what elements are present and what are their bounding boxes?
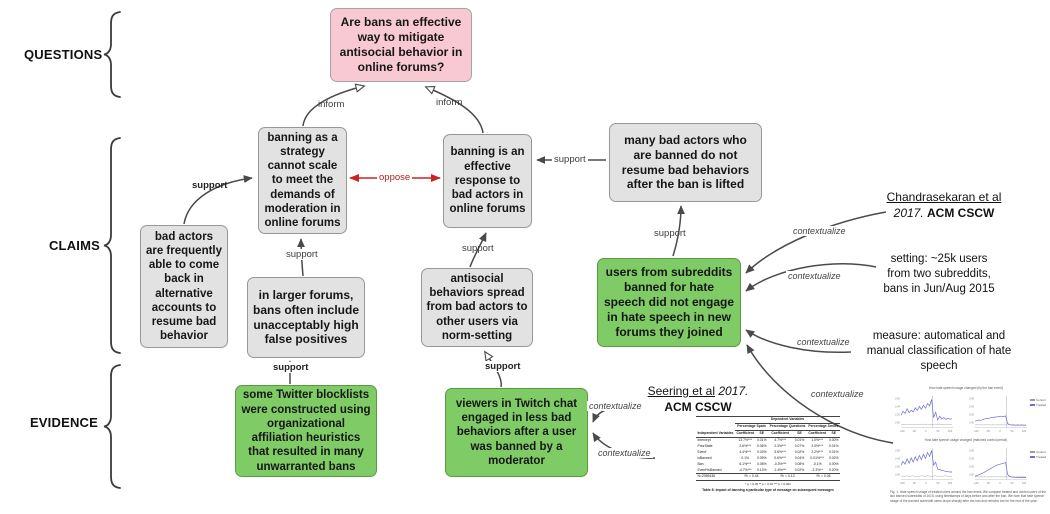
edge-label-inform: inform bbox=[318, 99, 345, 110]
edge-label-support: support bbox=[554, 154, 586, 165]
svg-text:-100: -100 bbox=[973, 482, 979, 485]
svg-text:0.06: 0.06 bbox=[968, 449, 974, 453]
table-row: Event*isBanned -4.7%*** 0.13% -1.6%*** 0.02% -2.3%** 0.20% bbox=[697, 467, 839, 472]
citation-year: 2017. bbox=[893, 206, 924, 221]
svg-text:0: 0 bbox=[999, 430, 1001, 433]
col-group: Percentage Spam bbox=[735, 423, 768, 430]
table-row: PriorState 2.6%*** 0.06% 2.3%*** 0.07% 2.0%*** 0.01% bbox=[697, 443, 839, 448]
question-node[interactable]: Are bans an effective way to mitigate antisocial behavior in online forums? bbox=[330, 8, 472, 82]
mini-line-chart bbox=[892, 394, 954, 436]
mini-line-chart bbox=[892, 446, 954, 488]
col-header: SE bbox=[831, 431, 837, 436]
svg-text:100: 100 bbox=[947, 482, 953, 485]
edge-label-support: support bbox=[192, 180, 228, 191]
mini-line-chart bbox=[966, 446, 1028, 488]
col-header: Coefficient bbox=[808, 431, 826, 436]
edge-label-support: support bbox=[286, 249, 318, 260]
svg-text:50: 50 bbox=[936, 482, 940, 485]
mini-line-chart bbox=[966, 394, 1028, 436]
svg-text:0.06: 0.06 bbox=[894, 397, 900, 401]
paper-figure-thumbnail bbox=[888, 384, 1050, 512]
svg-text:-50: -50 bbox=[986, 482, 990, 485]
regression-table bbox=[696, 416, 840, 481]
edge-inform-effective bbox=[426, 87, 483, 133]
svg-text:-50: -50 bbox=[986, 430, 990, 433]
svg-text:0.02: 0.02 bbox=[968, 465, 974, 469]
figure-row1-title: How hate speech usage changed (by the ban event) bbox=[929, 386, 1003, 390]
figure-legend: Control Treated bbox=[1030, 398, 1048, 408]
claim-node-false-positives[interactable]: in larger forums, bans often include unacceptably high false positives bbox=[247, 277, 365, 358]
svg-text:0.02: 0.02 bbox=[968, 413, 974, 417]
svg-text:50: 50 bbox=[936, 430, 940, 433]
citation-seering bbox=[630, 383, 766, 415]
svg-text:0.04: 0.04 bbox=[894, 457, 900, 461]
evidence-node-blocklists[interactable]: some Twitter blocklists were constructed using organizational affiliation heuristics that resulted in many unwarranted bans bbox=[235, 385, 377, 477]
svg-text:50: 50 bbox=[1010, 430, 1014, 433]
svg-text:0: 0 bbox=[999, 482, 1001, 485]
svg-text:0.04: 0.04 bbox=[894, 405, 900, 409]
table-caption: Table 8: Impact of banning a particular type of message on subsequent messages bbox=[702, 488, 834, 493]
row-label-evidence: EVIDENCE bbox=[29, 415, 98, 430]
edge-label-support: support bbox=[273, 362, 309, 373]
significance-note: * p < 0.05 ** p < 0.01 *** p < 0.001 bbox=[745, 481, 791, 486]
col-header: Coefficient bbox=[736, 431, 754, 436]
annotation-measure: measure: automatical and manual classification of hate speech bbox=[866, 330, 1012, 372]
svg-text:0: 0 bbox=[925, 482, 927, 485]
paper-table-thumbnail bbox=[652, 416, 884, 492]
svg-text:0.06: 0.06 bbox=[968, 397, 974, 401]
citation-chandrasekaran bbox=[884, 189, 1004, 221]
col-header: SE bbox=[759, 431, 765, 436]
svg-text:-100: -100 bbox=[899, 482, 905, 485]
edge-label-contextualize: contextualize bbox=[793, 226, 846, 236]
svg-text:0.00: 0.00 bbox=[968, 473, 974, 477]
svg-text:0.06: 0.06 bbox=[894, 449, 900, 453]
figure-row2-title: How hate speech usage changed (matched control period) bbox=[924, 438, 1008, 442]
citation-authors: Chandrasekaran et al bbox=[886, 190, 1002, 204]
table-row: Ban 6.1%*** 0.08% -0.3%*** 0.08% -0.1% 0.00% bbox=[697, 461, 839, 466]
edge-label-contextualize: contextualize bbox=[788, 271, 841, 281]
claim-node-no-resume[interactable]: many bad actors who are banned do not resume bad behaviors after the ban is lifted bbox=[609, 123, 762, 202]
col-header: Coefficient bbox=[771, 431, 789, 436]
edge-label-support: support bbox=[654, 228, 686, 239]
citation-year: 2017. bbox=[718, 384, 749, 398]
edge-label-contextualize: contextualize bbox=[589, 401, 642, 411]
svg-text:-50: -50 bbox=[912, 482, 916, 485]
row-label-questions: QUESTIONS bbox=[24, 47, 103, 62]
table-row: isBanned 0.1% 0.09% 0.6%*** 0.04% 0.01%*** 0.02% bbox=[697, 455, 839, 460]
svg-text:0.02: 0.02 bbox=[894, 465, 900, 469]
citation-venue: ACM CSCW bbox=[927, 206, 995, 221]
svg-text:0: 0 bbox=[925, 430, 927, 433]
col-group: Percentage Questions bbox=[769, 424, 806, 429]
annotation-setting: setting: ~25k users from two subreddits, bans in Jun/Aug 2015 bbox=[883, 253, 995, 295]
svg-text:0.04: 0.04 bbox=[968, 457, 974, 461]
svg-text:100: 100 bbox=[1021, 482, 1027, 485]
svg-text:0.00: 0.00 bbox=[894, 421, 900, 425]
claim-node-alt-accounts[interactable]: bad actors are frequently able to come back in alternative accounts to resume bad behavior bbox=[140, 225, 228, 348]
svg-text:0.00: 0.00 bbox=[894, 473, 900, 477]
edge-label-oppose: oppose bbox=[379, 172, 411, 183]
svg-text:100: 100 bbox=[947, 430, 953, 433]
table-row: N=2055436 R² = 0.44 R² = 0.13 R² = 0.06 bbox=[696, 474, 840, 481]
table-header: Dependent Variables bbox=[735, 417, 840, 424]
svg-text:0.04: 0.04 bbox=[968, 405, 974, 409]
edge-label-contextualize: contextualize bbox=[811, 389, 864, 399]
row-label-claims: CLAIMS bbox=[48, 238, 100, 253]
brace-evidence bbox=[104, 365, 120, 488]
edge-label-support: support bbox=[485, 361, 521, 372]
svg-text:0.00: 0.00 bbox=[968, 421, 974, 425]
figure-caption: Fig. 1: Hate speech usage of treated users around the ban event. We compare treated and control users of the two banned subreddits of 2015, using timestamps of days before and after the ban. We note that hate speech usage of the banned subreddit users drops sharply after the ban and remains low for the rest of the year. bbox=[890, 490, 1047, 503]
brace-questions bbox=[104, 12, 120, 97]
edge-label-contextualize: contextualize bbox=[797, 337, 850, 347]
figure-legend: Control Treated bbox=[1030, 450, 1048, 460]
citation-venue: ACM CSCW bbox=[664, 400, 732, 415]
brace-claims bbox=[104, 138, 120, 353]
claim-node-cannot-scale[interactable]: banning as a strategy cannot scale to meet the demands of moderation in online forums bbox=[258, 127, 347, 234]
edge-label-support: support bbox=[462, 243, 494, 254]
col-header: SE bbox=[797, 431, 802, 436]
edge-contextualize-citation1 bbox=[746, 212, 886, 273]
table-row: Intercept 13.7%*** 0.01% 4.7%*** 0.01% 1.0%*** 0.00% bbox=[697, 438, 839, 443]
evidence-node-twitch[interactable]: viewers in Twitch chat engaged in less bad behaviors after a user was banned by a moderator bbox=[445, 388, 588, 477]
citation-authors: Seering et al bbox=[647, 384, 715, 398]
svg-text:100: 100 bbox=[1021, 430, 1027, 433]
svg-text:-50: -50 bbox=[912, 430, 916, 433]
evidence-node-subreddits[interactable]: users from subreddits banned for hate speech did not engage in hate speech in new forums they joined bbox=[597, 258, 741, 347]
edge-label-inform: inform bbox=[436, 97, 463, 108]
svg-text:0.02: 0.02 bbox=[894, 413, 900, 417]
edge-label-contextualize: contextualize bbox=[598, 448, 651, 458]
col-group: Percentage Smiles bbox=[808, 424, 839, 429]
claim-node-effective-response[interactable]: banning is an effective response to bad actors in online forums bbox=[443, 134, 532, 228]
table-row: Event' 4.4%*** 0.03% 3.6%*** 0.02% 2.2%*** 0.01% bbox=[697, 449, 839, 454]
svg-text:50: 50 bbox=[1010, 482, 1014, 485]
claim-node-norm-setting[interactable]: antisocial behaviors spread from bad actors to other users via norm-setting bbox=[421, 268, 533, 347]
svg-text:-100: -100 bbox=[973, 430, 979, 433]
svg-text:-100: -100 bbox=[899, 430, 905, 433]
row-header: Independent Variables bbox=[697, 430, 734, 435]
